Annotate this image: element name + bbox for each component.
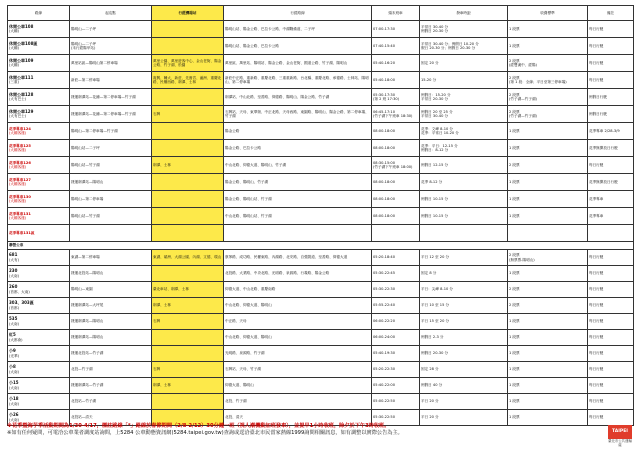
- route-cell: [8, 250, 70, 266]
- interval-cell: 例假日 20 至 25 分 平常日 30-40 分: [420, 106, 508, 123]
- interval-cell: 例假日：15-20 分 平常日 20-30 分: [420, 89, 508, 106]
- note-cell: 每日行駛: [588, 346, 634, 362]
- route-operator: (大鵬客運): [9, 182, 27, 186]
- airport-cell: [152, 208, 224, 225]
- note-cell: 例假日行駛: [588, 106, 634, 123]
- interval-cell: 例假日 10-15 分: [420, 191, 508, 208]
- route-operator: (大鵬): [9, 46, 19, 50]
- note-cell: 每日行駛: [588, 298, 634, 314]
- interval-cell: 例假日 20-30 分: [420, 346, 508, 362]
- fare-cell: 1 段票: [508, 378, 588, 394]
- table-row: [8, 330, 634, 346]
- stops-cell: 捷運劍潭站—竹子湖: [70, 378, 152, 394]
- fare-cell: 1 段票: [508, 330, 588, 346]
- header-airport: 行經機場站: [152, 6, 224, 21]
- fare-cell: 1 段票: [508, 21, 588, 38]
- route-cell: [8, 394, 70, 410]
- footnote-2: ※如有任何疑問，可電洽公車業者調度站詢問，上5284 公車動態資訊網(5284.taipei.gov.tw)查詢或逕洽臺北市民當家熱線1999詢問相關訊息，如有調整以實際公告為主。: [7, 430, 403, 436]
- path-cell: 中山北路、仰德大道、陽明山: [224, 298, 372, 314]
- route-operator: (首都): [9, 305, 19, 310]
- route-cell: [8, 378, 70, 394]
- interval-cell: 例假日 40 分: [420, 378, 508, 394]
- route-name: 休閒公車109: [9, 57, 34, 63]
- route-cell: [8, 174, 70, 191]
- interval-cell: 固定 28 分: [420, 362, 508, 378]
- note-cell: 花季專車 2/28-3/9: [588, 123, 634, 140]
- airport-cell: [152, 346, 224, 362]
- section-label: 聯營公車: [8, 242, 634, 250]
- route-name: 260: [9, 284, 18, 290]
- time-cell: 08:00-18:00: [372, 208, 420, 225]
- stops-cell: 陽明山—二子坪 (末行經陽甲站): [70, 38, 152, 55]
- interval-cell: 固定 20 分: [420, 55, 508, 72]
- note-cell: 每日行駛: [588, 21, 634, 38]
- table-row: [8, 174, 634, 191]
- fare-cell: 2 段票 (竹子湖—竹子湖): [508, 106, 588, 123]
- route-operator: (大南): [9, 401, 19, 406]
- header-route: 路線: [8, 6, 70, 21]
- section-row: [8, 242, 634, 250]
- route-name: 花季專車131: [9, 211, 31, 216]
- header-path: 行經路線: [224, 6, 372, 21]
- route-cell: [8, 123, 70, 140]
- note-cell: 每日行駛: [588, 314, 634, 330]
- table-header-row: [8, 6, 634, 21]
- time-cell: 07:40-15:40: [372, 38, 420, 55]
- table-row: [8, 298, 634, 314]
- time-cell: 06:00-24:00: [372, 330, 420, 346]
- table-row: [8, 106, 634, 123]
- route-name: 303、303區: [9, 300, 34, 306]
- time-cell: 05:30-22:50: [372, 410, 420, 426]
- interval-cell: 花季：文峰 8-10 分 花季：平常日 10-20 分: [420, 123, 508, 140]
- table-row: [8, 378, 634, 394]
- interval-cell: 平日 20 分: [420, 394, 508, 410]
- airport-cell: 劍潭、士林: [152, 378, 224, 394]
- stops-cell: [70, 225, 152, 242]
- route-name: 休閒公車111: [9, 74, 34, 80]
- route-cell: [8, 55, 70, 72]
- fare-cell: 2 段票 (經雙溪中、經陽): [508, 55, 588, 72]
- airport-cell: 萬里公園、萬里遊客中心、金山老街、陽金公路、竹子湖、松園: [152, 55, 224, 72]
- interval-cell: 平日 15 至 20 分: [420, 314, 508, 330]
- interval-cell: 平日 12 至 20 分: [420, 250, 508, 266]
- route-name: 花季專車124: [9, 126, 31, 131]
- table-row: [8, 266, 634, 282]
- airport-cell: 石牌: [152, 106, 224, 123]
- note-cell: 每日行駛: [588, 282, 634, 298]
- time-cell: [372, 225, 420, 242]
- route-cell: [8, 208, 70, 225]
- airport-cell: [152, 140, 224, 157]
- route-cell: [8, 330, 70, 346]
- table-row: [8, 208, 634, 225]
- route-name: 休閒公車108區: [9, 40, 38, 46]
- path-cell: 陽金公路、巴拉卡公路: [224, 140, 372, 157]
- table-row: [8, 123, 634, 140]
- note-cell: 每日行駛: [588, 378, 634, 394]
- fare-cell: 1 段票: [508, 362, 588, 378]
- route-operator: (首都、大南): [9, 289, 30, 294]
- route-operator: (大鵬): [9, 29, 19, 33]
- route-name: 小18: [9, 396, 19, 402]
- time-cell: 08:30-15:00 (竹子湖下午班車 18:00): [372, 157, 420, 174]
- table-row: [8, 140, 634, 157]
- route-operator: (大鵬客運): [9, 216, 27, 220]
- footnotes: [7, 423, 602, 437]
- fare-cell: 1 段票: [508, 38, 588, 55]
- table-row: [8, 250, 634, 266]
- note-cell: 每日行駛: [588, 38, 634, 55]
- note-cell: 每日行駛: [588, 330, 634, 346]
- header-time: 頭末班車: [372, 6, 420, 21]
- route-name: 花季專車126: [9, 160, 31, 165]
- route-cell: [8, 140, 70, 157]
- airport-cell: [152, 123, 224, 140]
- airport-cell: 臺北車站、劍潭、士林: [152, 282, 224, 298]
- note-cell: 花季無開放日行駛: [588, 140, 634, 157]
- footnote-1: ※花季暨海芋季活動期間為1/30-4/17，標註路線「*」路線於春節期間（2/8-2/12）30分鐘一班（視人潮機動加班發車），並提早1小時收班，除夕於下午3時收班。: [7, 423, 390, 429]
- note-cell: 每日行駛: [588, 250, 634, 266]
- time-cell: 05:55-22:40: [372, 298, 420, 314]
- route-operator: (大南): [9, 273, 19, 278]
- route-cell: [8, 191, 70, 208]
- note-cell: 例假日行駛: [588, 89, 634, 106]
- route-cell: [8, 72, 70, 89]
- fare-cell: 1 段票: [508, 346, 588, 362]
- note-cell: 每日行駛: [588, 410, 634, 426]
- interval-cell: 平常日 30-40 分 例假日 20-30 分: [420, 21, 508, 38]
- time-cell: 05:20-22:30: [372, 362, 420, 378]
- stops-cell: 北投站—清天: [70, 410, 152, 426]
- note-cell: 每日行駛: [588, 55, 634, 72]
- route-cell: [8, 346, 70, 362]
- fare-cell: 1 段票: [508, 140, 588, 157]
- stops-cell: 萬里站區—陽明山第二停車場: [70, 55, 152, 72]
- airport-cell: [152, 21, 224, 38]
- stops-cell: 北投—竹子湖: [70, 362, 152, 378]
- path-cell: 陽金公路、陽明山站、竹子湖: [224, 191, 372, 208]
- time-cell: 08:00-18:00: [372, 140, 420, 157]
- airport-cell: [152, 191, 224, 208]
- table-row: [8, 346, 634, 362]
- airport-cell: [152, 89, 224, 106]
- stops-cell: 陽明山—二子坪: [70, 21, 152, 38]
- route-operator: (大南): [9, 321, 19, 326]
- route-cell: [8, 362, 70, 378]
- path-cell: 石牌站、天母、竹子湖: [224, 362, 372, 378]
- header-fare: 收費標準: [508, 6, 588, 21]
- route-operator: (三重): [9, 80, 19, 84]
- interval-cell: [420, 225, 508, 242]
- interval-cell: 花季 8-12 分: [420, 174, 508, 191]
- airport-cell: [152, 330, 224, 346]
- route-cell: [8, 106, 70, 123]
- fare-cell: 2 段票: [508, 157, 588, 174]
- interval-cell: 例假日 2-3 分: [420, 330, 508, 346]
- table-row: [8, 38, 634, 55]
- time-cell: 05:40-22:00: [372, 378, 420, 394]
- route-name: 小26: [9, 412, 19, 418]
- time-cell: 07:00-17:30: [372, 21, 420, 38]
- path-cell: 陽金公路、陽明山、竹子湖: [224, 174, 372, 191]
- route-cell: [8, 38, 70, 55]
- fare-cell: 1 段票: [508, 191, 588, 208]
- logo: [608, 425, 632, 447]
- route-cell: [8, 314, 70, 330]
- fare-cell: 2 段票 (竹子湖—竹子湖): [508, 89, 588, 106]
- time-cell: 05:00-22:50: [372, 394, 420, 410]
- logo-caption: 臺北市公共運輸處: [608, 439, 632, 447]
- route-cell: [8, 266, 70, 282]
- header-note: 備註: [588, 6, 634, 21]
- table-row: [8, 157, 634, 174]
- table-row: [8, 314, 634, 330]
- route-cell: [8, 282, 70, 298]
- route-operator: (大鵬客運): [9, 199, 27, 203]
- stops-cell: 新莊—第二停車場: [70, 72, 152, 89]
- interval-cell: 平日 10 至 15 分: [420, 298, 508, 314]
- route-name: 花季專車131區: [9, 230, 35, 235]
- fare-cell: 1 段票: [508, 266, 588, 282]
- table-row: [8, 72, 634, 89]
- airport-cell: [152, 174, 224, 191]
- fare-cell: 1 段票: [508, 174, 588, 191]
- stops-cell: 陽明山站—竹子湖: [70, 208, 152, 225]
- airport-cell: 複興、輔大、新莊、先嗇宮、蘆洲、重慶北路、民權西路、劍潭、士林: [152, 72, 224, 89]
- fare-cell: 2 段票 (無票票-陽明山): [508, 250, 588, 266]
- route-cell: [8, 89, 70, 106]
- note-cell: 每日行駛: [588, 157, 634, 174]
- route-name: 花季專車130: [9, 194, 31, 199]
- path-cell: 康寧路、成功路、民權東路、內湖路、北安路、自強隧道、至善路、仰德大道: [224, 250, 372, 266]
- path-cell: 陽明山站、陽金公路、巴拉卡公路、中湖戰備道、二子坪: [224, 21, 372, 38]
- route-name: 小15: [9, 380, 19, 386]
- route-name: 小8: [9, 364, 16, 370]
- time-cell: 06:45-17:10 (竹子湖下午班車 18:30): [372, 106, 420, 123]
- table-row: [8, 362, 634, 378]
- airport-cell: 東湖、葫洲、大湖公園、內湖、文德、環山: [152, 250, 224, 266]
- route-operator: (大南): [9, 417, 19, 422]
- interval-cell: 花季：平日：12-15 分 例假日：8-12 分: [420, 140, 508, 157]
- schedule-table: [7, 5, 634, 426]
- note-cell: 每日行駛: [588, 394, 634, 410]
- path-cell: 北投、竹子湖: [224, 394, 372, 410]
- table-row: [8, 225, 634, 242]
- time-cell: 05:40-18:00: [372, 72, 420, 89]
- note-cell: 花季專車: [588, 191, 634, 208]
- route-name: 小9: [9, 348, 16, 354]
- time-cell: 06:00-22:20: [372, 314, 420, 330]
- time-cell: 08:00-18:00: [372, 123, 420, 140]
- note-cell: 花季無開放日行駛: [588, 174, 634, 191]
- route-cell: [8, 21, 70, 38]
- interval-cell: 平日：尖峰 8-10 分: [420, 282, 508, 298]
- route-name: 紅5: [9, 332, 16, 338]
- note-cell: 每日行駛: [588, 362, 634, 378]
- route-operator: (大都會): [9, 337, 23, 342]
- table-row: [8, 394, 634, 410]
- path-cell: 陽金公路: [224, 123, 372, 140]
- route-name: 休閒公車129: [9, 108, 34, 114]
- stops-cell: 捷運北投站—陽明山: [70, 266, 152, 282]
- airport-cell: 石牌: [152, 362, 224, 378]
- route-name: 230: [9, 268, 18, 274]
- route-cell: [8, 225, 70, 242]
- route-operator: (大南): [9, 369, 19, 374]
- time-cell: 05:20-18:40: [372, 250, 420, 266]
- route-operator: (大鵬客運): [9, 131, 27, 135]
- stops-cell: 北投站—竹子湖: [70, 394, 152, 410]
- stops-cell: 陽明山站—二子坪: [70, 140, 152, 157]
- airport-cell: 劍潭、士林: [152, 298, 224, 314]
- stops-cell: 陽明山—東園: [70, 282, 152, 298]
- interval-cell: 例假日 10-15 分: [420, 208, 508, 225]
- route-name: 花季專車125: [9, 143, 31, 148]
- interval-cell: 平日 20 分: [420, 410, 508, 426]
- note-cell: 每日行駛: [588, 72, 634, 89]
- stops-cell: 捷運劍潭站—花鐘—第二停車場—竹子湖: [70, 89, 152, 106]
- table-row: [8, 282, 634, 298]
- time-cell: 05:40-19:30: [372, 346, 420, 362]
- stops-cell: 捷運劍潭站—花鐘—第二停車場—竹子湖: [70, 106, 152, 123]
- route-operator: (大有): [9, 257, 19, 262]
- path-cell: 新莊中正路、重新路、重慶北路、三重重新路、台北橋、重慶北路、承德路、士林站、陽明山、第二停車場: [224, 72, 372, 89]
- airport-cell: 劍潭、士林: [152, 157, 224, 174]
- path-cell: [224, 225, 372, 242]
- stops-cell: 捷運劍潭站—陽明山: [70, 314, 152, 330]
- route-name: 681: [9, 252, 18, 258]
- route-operator: (大鵬客運): [9, 148, 27, 152]
- route-operator: (光華): [9, 353, 19, 358]
- stops-cell: 捷運劍潭站—陽明山: [70, 174, 152, 191]
- stops-cell: 捷運北投站—竹子湖: [70, 346, 152, 362]
- path-cell: 光明路、泉源路、竹子湖: [224, 346, 372, 362]
- route-operator: (大鵬客運): [9, 165, 27, 169]
- note-cell: 花季專車: [588, 208, 634, 225]
- airport-cell: [152, 38, 224, 55]
- header-interval: 發車時距: [420, 6, 508, 21]
- path-cell: 仰德大道、中山北路、重慶南路: [224, 282, 372, 298]
- route-operator: (大有巴士): [9, 97, 27, 101]
- time-cell: 08:00-18:00: [372, 191, 420, 208]
- route-name: 花季專車127: [9, 177, 31, 182]
- fare-cell: 1 段票: [508, 314, 588, 330]
- stops-cell: 陽明山站—竹子湖: [70, 157, 152, 174]
- fare-cell: 1 段票: [508, 394, 588, 410]
- stops-cell: 捷運劍潭站—大坪尾: [70, 298, 152, 314]
- table-row: [8, 89, 634, 106]
- fare-cell: [508, 225, 588, 242]
- route-name: 休閒公車128: [9, 91, 34, 97]
- fare-cell: 1 段票: [508, 123, 588, 140]
- fare-cell: 1 段票: [508, 410, 588, 426]
- path-cell: 北投路、大業路、中央北路、光明路、泉源路、行義路、陽金公路: [224, 266, 372, 282]
- path-cell: 劍潭站、中山北路、至善路、仰德路、陽明山、陽金公路、竹子湖: [224, 89, 372, 106]
- fare-cell: 2 段票: [508, 282, 588, 298]
- time-cell: 05:30-22:30: [372, 282, 420, 298]
- route-name: 休閒公車108: [9, 23, 34, 29]
- fare-cell: 1 段票: [508, 208, 588, 225]
- time-cell: 05:40-16:20: [372, 55, 420, 72]
- time-cell: 05:30-22:45: [372, 266, 420, 282]
- path-cell: 石牌站、天母、東華街、中正北路、天母西路、東園路、陽明山、陽金公路、第二停車場、竹子湖: [224, 106, 372, 123]
- time-cell: 05:30-17:30 (第 2 班 17:30): [372, 89, 420, 106]
- note-cell: 每日行駛: [588, 266, 634, 282]
- path-cell: 仰德大道、陽明山: [224, 378, 372, 394]
- stops-cell: 陽明山—第二停車場: [70, 191, 152, 208]
- path-cell: 萬里區、萬里站、陽明站、陽金公路、金山老街、國道公路、竹子湖、陽明山: [224, 55, 372, 72]
- interval-cell: 平常日 30-40 分；例假日 10-20 分 假日 20-30 分；例假日 20-30 分: [420, 38, 508, 55]
- path-cell: 中山北路、仰德大道、陽明山: [224, 330, 372, 346]
- route-operator: (大鵬): [9, 63, 19, 67]
- airport-cell: [152, 266, 224, 282]
- route-name: 535: [9, 316, 18, 322]
- path-cell: 中正路、天母: [224, 314, 372, 330]
- table-row: [8, 21, 634, 38]
- stops-cell: 陽明山—第二停車場—竹子湖: [70, 123, 152, 140]
- time-cell: 08:00-18:00: [372, 174, 420, 191]
- stops-cell: 捷運劍潭站—陽明山: [70, 330, 152, 346]
- route-operator: (大有巴士): [9, 114, 27, 118]
- path-cell: 北投、清天: [224, 410, 372, 426]
- note-cell: [588, 225, 634, 242]
- table-row: [8, 191, 634, 208]
- airport-cell: [152, 394, 224, 410]
- header-stops: 起迄點: [70, 6, 152, 21]
- path-cell: 中山北路、陽明山站、竹子湖: [224, 208, 372, 225]
- path-cell: 中山北路、仰德大道、陽明山、竹子湖: [224, 157, 372, 174]
- logo-mark: TAIPEI: [608, 425, 632, 439]
- route-cell: [8, 157, 70, 174]
- interval-cell: 15-20 分: [420, 72, 508, 89]
- interval-cell: 固定 8 分: [420, 266, 508, 282]
- fare-cell: 2 段票: [508, 298, 588, 314]
- route-operator: (大南): [9, 385, 19, 390]
- stops-cell: 東湖—第二停車場: [70, 250, 152, 266]
- airport-cell: [152, 225, 224, 242]
- airport-cell: 石牌: [152, 314, 224, 330]
- path-cell: 陽明山站、陽金公路、巴拉卡公路: [224, 38, 372, 55]
- route-cell: [8, 298, 70, 314]
- fare-cell: 2 段票 (第 1 段：全線；平日至第三停車場): [508, 72, 588, 89]
- table-row: [8, 55, 634, 72]
- interval-cell: 例假日 12-15 分: [420, 157, 508, 174]
